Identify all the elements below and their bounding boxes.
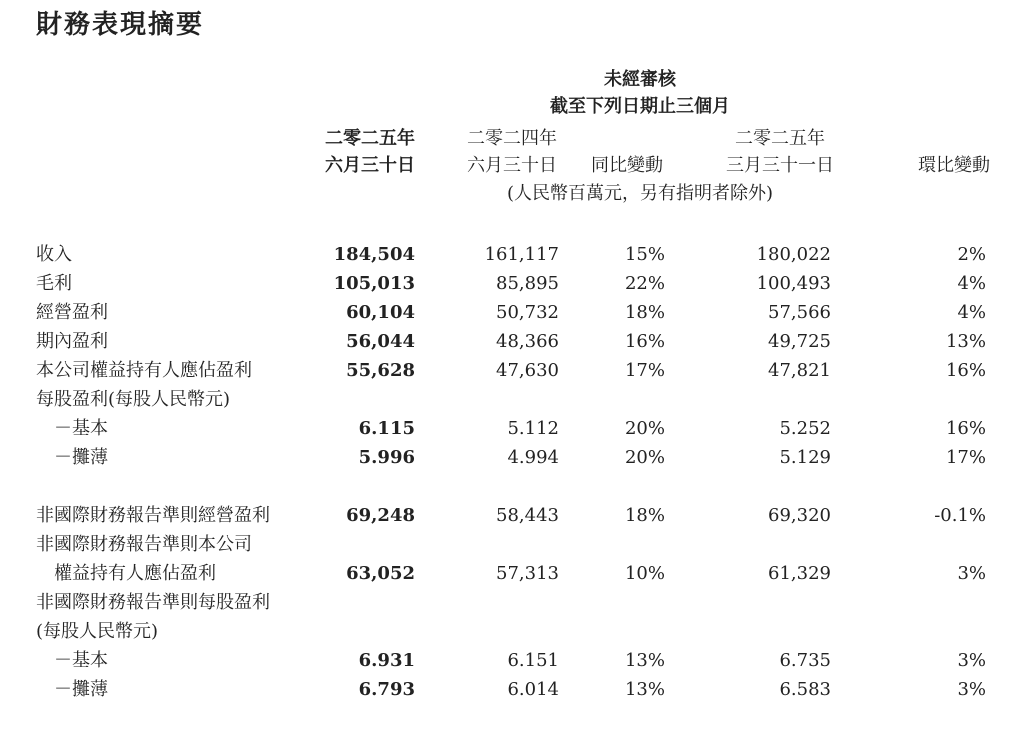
row-label: －基本 bbox=[54, 418, 108, 439]
row-label: 毛利 bbox=[36, 273, 72, 294]
cell-2025-q1: 5.129 bbox=[779, 447, 831, 468]
cell-yoy: 18% bbox=[624, 505, 665, 526]
period-caption-header: 截至下列日期止三個月 bbox=[550, 96, 730, 117]
cell-yoy: 22% bbox=[624, 273, 665, 294]
table-row bbox=[0, 240, 1022, 269]
cell-yoy: 17% bbox=[624, 360, 665, 381]
table-row bbox=[0, 443, 1022, 472]
col3-header: 同比變動 bbox=[591, 155, 663, 176]
row-label: 非國際財務報告準則經營盈利 bbox=[36, 505, 270, 526]
table-row bbox=[0, 646, 1022, 675]
cell-2025-q2: 6.115 bbox=[358, 418, 415, 439]
cell-2024-q2: 6.151 bbox=[507, 650, 559, 671]
table-row bbox=[0, 559, 1022, 588]
cell-qoq: 3% bbox=[957, 650, 986, 671]
row-label: －攤薄 bbox=[54, 447, 108, 468]
cell-2025-q2: 63,052 bbox=[346, 563, 415, 584]
row-label: 本公司權益持有人應佔盈利 bbox=[36, 360, 252, 381]
cell-yoy: 15% bbox=[624, 244, 665, 265]
cell-qoq: 17% bbox=[945, 447, 986, 468]
table-row bbox=[0, 356, 1022, 385]
cell-2025-q2: 105,013 bbox=[333, 273, 415, 294]
row-label: 每股盈利(每股人民幣元) bbox=[36, 389, 231, 410]
cell-2024-q2: 4.994 bbox=[507, 447, 559, 468]
cell-2025-q1: 6.583 bbox=[779, 679, 831, 700]
cell-2025-q1: 69,320 bbox=[768, 505, 831, 526]
cell-2025-q1: 100,493 bbox=[756, 273, 831, 294]
cell-2025-q1: 47,821 bbox=[768, 360, 831, 381]
cell-2024-q2: 48,366 bbox=[496, 331, 559, 352]
cell-2025-q1: 180,022 bbox=[756, 244, 831, 265]
cell-2025-q1: 5.252 bbox=[779, 418, 831, 439]
cell-2025-q2: 6.931 bbox=[358, 650, 415, 671]
cell-2024-q2: 6.014 bbox=[507, 679, 559, 700]
table-row bbox=[0, 530, 1022, 559]
cell-2025-q2: 6.793 bbox=[358, 679, 415, 700]
col2-header-line1: 二零二四年 bbox=[467, 128, 557, 149]
cell-2024-q2: 161,117 bbox=[484, 244, 559, 265]
cell-qoq: 4% bbox=[957, 302, 986, 323]
col5-header: 環比變動 bbox=[918, 155, 990, 176]
cell-qoq: 4% bbox=[957, 273, 986, 294]
cell-2025-q1: 57,566 bbox=[768, 302, 831, 323]
cell-2025-q1: 61,329 bbox=[768, 563, 831, 584]
cell-qoq: 2% bbox=[957, 244, 986, 265]
cell-yoy: 13% bbox=[624, 650, 665, 671]
audit-status-header: 未經審核 bbox=[604, 69, 676, 90]
cell-2025-q2: 5.996 bbox=[358, 447, 415, 468]
cell-yoy: 16% bbox=[624, 331, 665, 352]
cell-yoy: 20% bbox=[624, 447, 665, 468]
cell-2024-q2: 57,313 bbox=[496, 563, 559, 584]
table-row bbox=[0, 675, 1022, 704]
row-label: (每股人民幣元) bbox=[36, 621, 159, 642]
row-label: 收入 bbox=[36, 244, 72, 265]
row-label: －基本 bbox=[54, 650, 108, 671]
cell-2025-q2: 55,628 bbox=[346, 360, 415, 381]
unit-note: (人民幣百萬元，另有指明者除外) bbox=[506, 183, 774, 204]
row-label: －攤薄 bbox=[54, 679, 108, 700]
table-row bbox=[0, 501, 1022, 530]
cell-yoy: 13% bbox=[624, 679, 665, 700]
row-label: 權益持有人應佔盈利 bbox=[54, 563, 216, 584]
col1-header-line2: 六月三十日 bbox=[325, 155, 415, 176]
cell-qoq: 16% bbox=[945, 418, 986, 439]
cell-2025-q1: 49,725 bbox=[768, 331, 831, 352]
cell-yoy: 20% bbox=[624, 418, 665, 439]
row-label: 非國際財務報告準則每股盈利 bbox=[36, 592, 270, 613]
cell-2025-q1: 6.735 bbox=[779, 650, 831, 671]
col2-header-line2: 六月三十日 bbox=[467, 155, 557, 176]
page-title: 財務表現摘要 bbox=[36, 10, 205, 40]
table-row bbox=[0, 588, 1022, 617]
row-label: 期內盈利 bbox=[36, 331, 108, 352]
row-label: 非國際財務報告準則本公司 bbox=[36, 534, 252, 555]
cell-2025-q2: 56,044 bbox=[346, 331, 415, 352]
table-row bbox=[0, 385, 1022, 414]
cell-2024-q2: 5.112 bbox=[507, 418, 559, 439]
row-label: 經營盈利 bbox=[36, 302, 108, 323]
table-row bbox=[0, 269, 1022, 298]
cell-2025-q2: 60,104 bbox=[346, 302, 415, 323]
cell-qoq: -0.1% bbox=[934, 505, 986, 526]
cell-2025-q2: 69,248 bbox=[346, 505, 415, 526]
table-row bbox=[0, 327, 1022, 356]
cell-2024-q2: 47,630 bbox=[496, 360, 559, 381]
cell-qoq: 13% bbox=[945, 331, 986, 352]
cell-2024-q2: 85,895 bbox=[496, 273, 559, 294]
cell-yoy: 18% bbox=[624, 302, 665, 323]
col1-header-line1: 二零二五年 bbox=[325, 128, 415, 149]
table-row bbox=[0, 298, 1022, 327]
cell-qoq: 3% bbox=[957, 679, 986, 700]
cell-2024-q2: 58,443 bbox=[496, 505, 559, 526]
table-row bbox=[0, 617, 1022, 646]
cell-2025-q2: 184,504 bbox=[333, 244, 415, 265]
cell-yoy: 10% bbox=[624, 563, 665, 584]
col4-header-line2: 三月三十一日 bbox=[726, 155, 834, 176]
col4-header-line1: 二零二五年 bbox=[735, 128, 825, 149]
table-row bbox=[0, 414, 1022, 443]
cell-qoq: 16% bbox=[945, 360, 986, 381]
cell-qoq: 3% bbox=[957, 563, 986, 584]
cell-2024-q2: 50,732 bbox=[496, 302, 559, 323]
